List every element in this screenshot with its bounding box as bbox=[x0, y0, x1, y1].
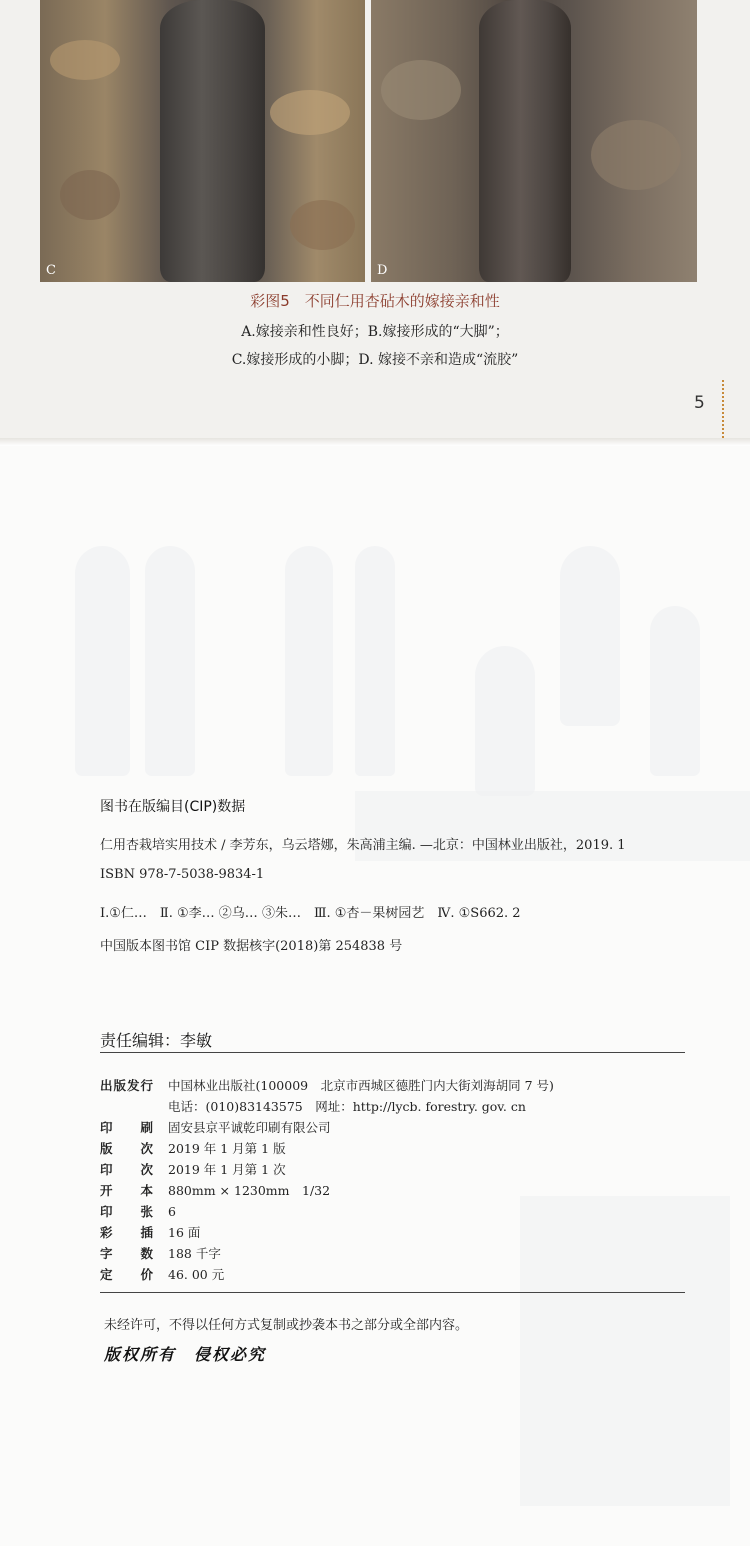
plate-caption-title: 彩图5 不同仁用杏砧木的嫁接亲和性 bbox=[250, 292, 500, 310]
pub-value: 固安县京平诚乾印刷有限公司 bbox=[168, 1120, 331, 1135]
pub-value: 中国林业出版社(100009 北京市西城区德胜门内大街刘海胡同 7 号) bbox=[168, 1078, 554, 1093]
cip-heading: 图书在版编目(CIP)数据 bbox=[100, 799, 246, 815]
showthrough-shape bbox=[650, 606, 700, 776]
cip-line: 仁用杏栽培实用技术 / 李芳东，乌云塔娜，朱高浦主编. —北京：中国林业出版社，2019. 1 bbox=[100, 838, 626, 853]
pub-value: 880mm × 1230mm 1/32 bbox=[168, 1183, 331, 1198]
cip-line: Ⅰ.①仁… Ⅱ. ①李… ②乌… ③朱… Ⅲ. ①杏－果树园艺 Ⅳ. ①S662. 2 bbox=[100, 906, 521, 921]
showthrough-shape bbox=[75, 546, 130, 776]
showthrough-shape bbox=[145, 546, 195, 776]
pub-row bbox=[100, 1139, 286, 1157]
showthrough-shape bbox=[560, 546, 620, 726]
pub-value: 2019 年 1 月第 1 版 bbox=[168, 1141, 286, 1156]
plate-caption-line: C.嫁接形成的小脚；D. 嫁接不亲和造成“流胶” bbox=[231, 352, 519, 368]
pub-value: 188 千字 bbox=[168, 1246, 221, 1261]
pub-value: 电话：(010)83143575 网址：http://lycb. forestry. gov. cn bbox=[168, 1099, 526, 1114]
photo-c bbox=[40, 0, 365, 282]
pub-label: 出版发行 bbox=[100, 1078, 155, 1093]
pub-row bbox=[100, 1118, 331, 1136]
copyright-page bbox=[0, 446, 750, 1546]
divider bbox=[100, 1052, 685, 1053]
pub-value: 16 面 bbox=[168, 1225, 201, 1240]
pub-row bbox=[100, 1244, 221, 1262]
showthrough-box bbox=[520, 1196, 730, 1506]
pub-label: 彩 插 bbox=[100, 1225, 155, 1240]
photo-label-c: C bbox=[46, 263, 56, 278]
cip-isbn: ISBN 978-7-5038-9834-1 bbox=[100, 867, 265, 882]
pub-value: 46. 00 元 bbox=[168, 1267, 225, 1282]
rights-reserved: 版权所有 侵权必究 bbox=[104, 1345, 267, 1364]
pub-row bbox=[100, 1076, 554, 1094]
leaf-decor bbox=[270, 90, 350, 135]
pub-row bbox=[100, 1097, 526, 1115]
showthrough-shape bbox=[285, 546, 333, 776]
trunk bbox=[160, 0, 265, 282]
pub-row bbox=[100, 1160, 286, 1178]
leaf-decor bbox=[60, 170, 120, 220]
pub-value: 6 bbox=[168, 1204, 176, 1219]
photo-d bbox=[371, 0, 697, 282]
cip-line: 中国版本图书馆 CIP 数据核字(2018)第 254838 号 bbox=[100, 939, 403, 954]
photo-label-d: D bbox=[377, 263, 388, 278]
color-plate-page bbox=[0, 0, 750, 438]
page-edge bbox=[722, 380, 726, 438]
pub-row bbox=[100, 1181, 330, 1199]
pub-label: 定 价 bbox=[100, 1267, 155, 1282]
page-number: 5 bbox=[694, 393, 705, 413]
pub-label: 印 次 bbox=[100, 1162, 155, 1177]
showthrough-shape bbox=[355, 546, 395, 776]
pub-row bbox=[100, 1202, 176, 1220]
pub-value: 2019 年 1 月第 1 次 bbox=[168, 1162, 286, 1177]
pub-label: 版 次 bbox=[100, 1141, 155, 1156]
pub-label: 印 刷 bbox=[100, 1120, 155, 1135]
pub-label: 印 张 bbox=[100, 1204, 155, 1219]
responsible-editor: 责任编辑：李敏 bbox=[100, 1031, 213, 1050]
grass-decor bbox=[591, 120, 681, 190]
pub-row bbox=[100, 1265, 224, 1283]
plate-caption-line: A.嫁接亲和性良好；B.嫁接形成的“大脚”； bbox=[241, 324, 509, 340]
leaf-decor bbox=[290, 200, 355, 250]
divider bbox=[100, 1292, 685, 1293]
grass-decor bbox=[381, 60, 461, 120]
pub-row bbox=[100, 1223, 200, 1241]
leaf-decor bbox=[50, 40, 120, 80]
trunk bbox=[479, 0, 571, 282]
pub-label: 开 本 bbox=[100, 1183, 155, 1198]
showthrough-shape bbox=[475, 646, 535, 796]
copyright-notice: 未经许可，不得以任何方式复制或抄袭本书之部分或全部内容。 bbox=[104, 1318, 469, 1333]
page-gap bbox=[0, 438, 750, 446]
pub-label: 字 数 bbox=[100, 1246, 155, 1261]
